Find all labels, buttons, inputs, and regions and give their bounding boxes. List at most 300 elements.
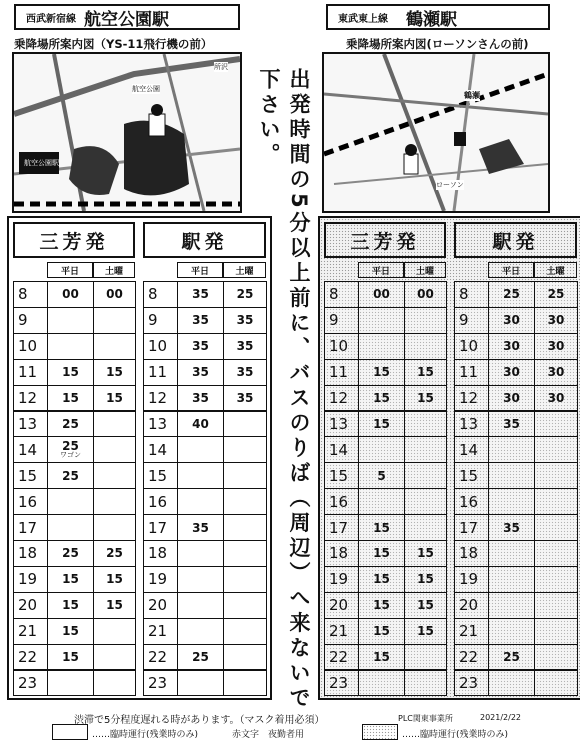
saturday-minute: 15	[93, 592, 136, 619]
weekday-minute	[358, 307, 405, 334]
saturday-minute	[93, 462, 136, 489]
hour-cell: 20	[454, 592, 489, 619]
hour-cell: 18	[143, 540, 178, 567]
hour-cell: 23	[143, 670, 178, 697]
timetable-row	[143, 385, 266, 412]
hour-cell: 12	[454, 385, 489, 412]
weekday-minute: 35	[177, 359, 224, 386]
timetable-row	[454, 359, 577, 386]
hour-cell: 13	[143, 411, 178, 438]
weekday-minute: 15	[358, 411, 405, 438]
timetable-row	[143, 436, 266, 463]
hour-cell: 21	[143, 618, 178, 645]
saturday-minute	[404, 514, 447, 541]
hour-cell: 12	[324, 385, 359, 412]
saturday-minute: 15	[404, 540, 447, 567]
hour-cell: 19	[13, 566, 48, 593]
hour-cell: 20	[324, 592, 359, 619]
hour-cell: 23	[13, 670, 48, 697]
hour-cell: 16	[454, 488, 489, 515]
weekday-minute: 30	[488, 307, 535, 334]
timetable-row	[13, 411, 135, 438]
timetable-row	[143, 333, 266, 360]
hour-cell: 9	[454, 307, 489, 334]
hour-cell: 16	[13, 488, 48, 515]
timetable-row	[13, 644, 135, 671]
timetable-row	[143, 670, 266, 697]
timetable-row	[324, 359, 446, 386]
weekday-minute	[358, 333, 405, 360]
wagon-note: ワゴン	[60, 451, 81, 460]
weekday-minute	[177, 592, 224, 619]
saturday-label: 土曜	[404, 262, 446, 278]
weekday-minute: 40	[177, 411, 224, 438]
weekday-minute: 15	[47, 592, 94, 619]
saturday-minute: 00	[404, 281, 447, 308]
weekday-minute: 25	[488, 644, 535, 671]
timetable-row	[13, 359, 135, 386]
timetable-row	[143, 644, 266, 671]
saturday-minute	[93, 644, 136, 671]
timetable-row	[454, 670, 577, 697]
hour-cell: 22	[13, 644, 48, 671]
timetable-row	[454, 411, 577, 438]
timetable-row	[143, 411, 266, 438]
saturday-minute	[534, 670, 578, 697]
weekday-minute	[358, 670, 405, 697]
saturday-label: 土曜	[534, 262, 577, 278]
weekday-label: 平日	[177, 262, 223, 278]
weekday-minute	[488, 592, 535, 619]
timetable-row	[324, 462, 446, 489]
saturday-label: 土曜	[93, 262, 135, 278]
timetable-row	[324, 670, 446, 697]
weekday-minute	[177, 488, 224, 515]
hour-cell: 21	[324, 618, 359, 645]
timetable-row	[13, 566, 135, 593]
timetable-row	[13, 592, 135, 619]
weekday-minute: 15	[358, 540, 405, 567]
saturday-minute	[223, 566, 267, 593]
saturday-minute	[534, 540, 578, 567]
timetable-row	[454, 592, 577, 619]
timetable-row	[454, 281, 577, 308]
weekday-minute: 15	[358, 385, 405, 412]
hour-cell: 19	[143, 566, 178, 593]
weekday-minute: 35	[177, 385, 224, 412]
hour-cell: 10	[13, 333, 48, 360]
map-label: 航空公園	[132, 85, 160, 93]
weekday-minute: 35	[177, 514, 224, 541]
hour-cell: 14	[143, 436, 178, 463]
map-caption-right: 乗降場所案内図(ローソンさんの前)	[346, 37, 529, 51]
hour-cell: 8	[143, 281, 178, 308]
weekday-minute: 35	[177, 333, 224, 360]
hour-cell: 8	[13, 281, 48, 308]
hour-cell: 10	[454, 333, 489, 360]
saturday-minute	[534, 592, 578, 619]
timetable-row	[454, 307, 577, 334]
weekday-label: 平日	[358, 262, 404, 278]
weekday-minute	[177, 618, 224, 645]
hour-cell: 15	[143, 462, 178, 489]
timetable-row	[454, 333, 577, 360]
weekday-minute: 25	[177, 644, 224, 671]
weekday-minute	[47, 333, 94, 360]
weekday-minute: 00	[358, 281, 405, 308]
saturday-minute	[404, 333, 447, 360]
weekday-minute	[488, 618, 535, 645]
saturday-label: 土曜	[223, 262, 266, 278]
weekday-minute	[47, 514, 94, 541]
weekday-minute	[47, 670, 94, 697]
line-name: 東武東上線	[338, 13, 388, 25]
timetable-row	[143, 281, 266, 308]
timetable-row	[324, 436, 446, 463]
minute-with-note	[60, 440, 81, 459]
hour-cell: 17	[13, 514, 48, 541]
timetable-row	[13, 436, 135, 463]
hour-cell: 13	[324, 411, 359, 438]
weekday-minute: 15	[358, 359, 405, 386]
saturday-minute	[534, 514, 578, 541]
hour-cell: 11	[324, 359, 359, 386]
saturday-minute	[93, 618, 136, 645]
timetable-row	[13, 385, 135, 412]
saturday-minute	[93, 514, 136, 541]
timetable-row	[143, 540, 266, 567]
hour-cell: 16	[324, 488, 359, 515]
saturday-minute	[93, 436, 136, 463]
legend-temporary: ……臨時運行(残業時のみ)	[92, 730, 199, 740]
saturday-minute	[404, 411, 447, 438]
weekday-label: 平日	[488, 262, 534, 278]
timetable-row	[143, 566, 266, 593]
saturday-minute: 25	[223, 281, 267, 308]
timetable-row	[324, 385, 446, 412]
weekday-minute: 30	[488, 385, 535, 412]
weekday-minute: 35	[177, 281, 224, 308]
hour-cell: 22	[454, 644, 489, 671]
station-name: 航空公園駅	[84, 9, 169, 30]
weekday-minute: 25	[488, 281, 535, 308]
hour-cell: 11	[143, 359, 178, 386]
saturday-minute: 00	[93, 281, 136, 308]
saturday-minute: 25	[534, 281, 578, 308]
hour-cell: 20	[143, 592, 178, 619]
timetable-right	[318, 216, 580, 700]
timetable-row	[324, 333, 446, 360]
saturday-minute: 30	[534, 333, 578, 360]
hour-cell: 11	[454, 359, 489, 386]
hour-cell: 19	[324, 566, 359, 593]
weekday-minute: 35	[488, 514, 535, 541]
hour-cell: 17	[143, 514, 178, 541]
hour-cell: 14	[324, 436, 359, 463]
weekday-minute: 25	[47, 411, 94, 438]
boarding-notice: 出発時間の5分以上前に、バスのりば（周辺）へ来ないで下さい。	[257, 68, 311, 712]
saturday-minute	[223, 488, 267, 515]
saturday-minute: 15	[404, 566, 447, 593]
station-header-left	[14, 4, 240, 30]
timetable-row	[454, 566, 577, 593]
timetable-row	[324, 514, 446, 541]
hour-cell: 15	[13, 462, 48, 489]
saturday-minute	[223, 514, 267, 541]
weekday-minute	[177, 670, 224, 697]
station-header-right	[326, 4, 550, 30]
hour-cell: 23	[454, 670, 489, 697]
weekday-minute	[47, 436, 94, 463]
saturday-minute	[93, 307, 136, 334]
weekday-minute: 25	[47, 540, 94, 567]
saturday-minute: 25	[93, 540, 136, 567]
timetable-row	[324, 644, 446, 671]
hour-cell: 14	[13, 436, 48, 463]
timetable-row	[13, 307, 135, 334]
weekday-minute: 15	[358, 592, 405, 619]
saturday-minute	[534, 411, 578, 438]
saturday-minute: 30	[534, 359, 578, 386]
saturday-minute	[404, 670, 447, 697]
saturday-minute: 35	[223, 385, 267, 412]
map-left	[12, 52, 242, 213]
timetable-row	[13, 333, 135, 360]
timetable-row	[13, 670, 135, 697]
map-caption-left: 乗降場所案内図（YS-11飛行機の前）	[14, 37, 213, 51]
weekday-minute	[177, 462, 224, 489]
saturday-minute: 15	[404, 618, 447, 645]
timetable-left	[7, 216, 272, 700]
weekday-minute: 15	[358, 514, 405, 541]
timetable-row	[13, 618, 135, 645]
saturday-minute	[223, 462, 267, 489]
minute-value: 25	[62, 439, 79, 454]
date: 2021/2/22	[480, 713, 522, 722]
timetable-row	[324, 281, 446, 308]
weekday-minute	[358, 488, 405, 515]
timetable-row	[454, 385, 577, 412]
weekday-minute: 15	[358, 566, 405, 593]
timetable-row	[13, 462, 135, 489]
timetable-row	[454, 514, 577, 541]
timetable-row	[454, 618, 577, 645]
timetable-row	[324, 488, 446, 515]
weekday-minute	[488, 670, 535, 697]
timetable-title: 駅発	[143, 222, 266, 258]
map-label: 航空公園駅	[24, 159, 59, 167]
station-name: 鶴瀬駅	[406, 9, 457, 30]
legend-swatch-white	[52, 724, 88, 740]
weekday-minute	[488, 540, 535, 567]
hour-cell: 15	[454, 462, 489, 489]
hour-cell: 20	[13, 592, 48, 619]
hour-cell: 23	[324, 670, 359, 697]
hour-cell: 12	[143, 385, 178, 412]
weekday-minute: 30	[488, 333, 535, 360]
saturday-minute	[93, 411, 136, 438]
hour-cell: 13	[13, 411, 48, 438]
saturday-minute	[404, 462, 447, 489]
hour-cell: 19	[454, 566, 489, 593]
hour-cell: 11	[13, 359, 48, 386]
timetable-row	[324, 540, 446, 567]
legend-swatch-gray	[362, 724, 398, 740]
saturday-minute	[223, 540, 267, 567]
operator: PLC関東事業所	[398, 714, 453, 723]
weekday-minute: 30	[488, 359, 535, 386]
hour-cell: 8	[454, 281, 489, 308]
map-label: 鶴瀬	[464, 91, 480, 100]
weekday-minute	[488, 566, 535, 593]
weekday-minute: 5	[358, 462, 405, 489]
timetable-row	[454, 540, 577, 567]
legend-temporary-right: ……臨時運行(残業時のみ)	[402, 730, 509, 740]
saturday-minute	[534, 436, 578, 463]
hour-cell: 10	[324, 333, 359, 360]
saturday-minute: 30	[534, 307, 578, 334]
saturday-minute: 15	[93, 566, 136, 593]
hour-cell: 14	[454, 436, 489, 463]
map-left-drawing	[14, 54, 240, 211]
timetable-row	[454, 462, 577, 489]
map-label: ローソン	[436, 181, 464, 189]
weekday-minute: 25	[47, 462, 94, 489]
hour-cell: 17	[454, 514, 489, 541]
hour-cell: 12	[13, 385, 48, 412]
weekday-minute	[177, 566, 224, 593]
saturday-minute: 35	[223, 307, 267, 334]
saturday-minute	[404, 436, 447, 463]
weekday-minute	[488, 436, 535, 463]
hour-cell: 18	[454, 540, 489, 567]
timetable-row	[324, 566, 446, 593]
weekday-minute	[488, 488, 535, 515]
timetable-row	[454, 488, 577, 515]
saturday-minute	[93, 488, 136, 515]
timetable-title: 三芳発	[324, 222, 446, 258]
hour-cell: 17	[324, 514, 359, 541]
hour-cell: 21	[454, 618, 489, 645]
saturday-minute: 15	[404, 385, 447, 412]
delay-note: 渋滞で5分程度遅れる時があります。（マスク着用必須）	[74, 715, 325, 726]
hour-cell: 10	[143, 333, 178, 360]
timetable-title: 駅発	[454, 222, 577, 258]
timetable-row	[454, 644, 577, 671]
timetable-row	[324, 411, 446, 438]
hour-cell: 22	[143, 644, 178, 671]
timetable-row	[13, 488, 135, 515]
map-label: 所沢	[214, 63, 228, 71]
saturday-minute: 15	[93, 359, 136, 386]
weekday-minute: 15	[47, 644, 94, 671]
timetable-half	[139, 218, 270, 698]
timetable-half	[450, 218, 580, 698]
timetable-row	[143, 592, 266, 619]
hour-cell: 9	[143, 307, 178, 334]
timetable-row	[13, 540, 135, 567]
hour-cell: 21	[13, 618, 48, 645]
timetable-row	[143, 359, 266, 386]
timetable-row	[13, 281, 135, 308]
saturday-minute	[93, 333, 136, 360]
saturday-minute	[404, 488, 447, 515]
line-name: 西武新宿線	[26, 13, 76, 25]
saturday-minute	[223, 670, 267, 697]
hour-cell: 8	[324, 281, 359, 308]
hour-cell: 22	[324, 644, 359, 671]
saturday-minute: 15	[404, 359, 447, 386]
saturday-minute: 30	[534, 385, 578, 412]
timetable-row	[324, 307, 446, 334]
saturday-minute: 35	[223, 333, 267, 360]
hour-cell: 9	[13, 307, 48, 334]
weekday-minute: 15	[47, 566, 94, 593]
hour-cell: 15	[324, 462, 359, 489]
map-right	[322, 52, 550, 213]
saturday-minute	[534, 644, 578, 671]
timetable-row	[143, 514, 266, 541]
weekday-minute	[47, 488, 94, 515]
saturday-minute	[93, 670, 136, 697]
saturday-minute	[223, 411, 267, 438]
weekday-minute: 15	[47, 385, 94, 412]
timetable-row	[454, 436, 577, 463]
saturday-minute	[223, 618, 267, 645]
saturday-minute	[534, 618, 578, 645]
timetable-row	[143, 488, 266, 515]
legend-red-text: 赤文字 夜勤者用	[232, 730, 305, 740]
timetable-row	[13, 514, 135, 541]
timetable-title: 三芳発	[13, 222, 135, 258]
saturday-minute: 15	[93, 385, 136, 412]
saturday-minute: 35	[223, 359, 267, 386]
saturday-minute	[223, 436, 267, 463]
weekday-minute: 35	[488, 411, 535, 438]
weekday-minute: 15	[358, 618, 405, 645]
weekday-minute	[358, 436, 405, 463]
weekday-minute: 15	[47, 618, 94, 645]
saturday-minute	[223, 644, 267, 671]
timetable-row	[143, 462, 266, 489]
saturday-minute	[404, 307, 447, 334]
timetable-half	[9, 218, 139, 698]
timetable-half	[320, 218, 450, 698]
hour-cell: 13	[454, 411, 489, 438]
weekday-minute: 00	[47, 281, 94, 308]
saturday-minute	[404, 644, 447, 671]
weekday-minute: 15	[358, 644, 405, 671]
weekday-minute	[488, 462, 535, 489]
saturday-minute	[223, 592, 267, 619]
weekday-minute	[47, 307, 94, 334]
hour-cell: 18	[13, 540, 48, 567]
timetable-row	[324, 618, 446, 645]
timetable-row	[324, 592, 446, 619]
weekday-minute: 35	[177, 307, 224, 334]
weekday-label: 平日	[47, 262, 93, 278]
timetable-row	[143, 307, 266, 334]
weekday-minute: 15	[47, 359, 94, 386]
saturday-minute	[534, 488, 578, 515]
weekday-minute	[177, 540, 224, 567]
saturday-minute: 15	[404, 592, 447, 619]
saturday-minute	[534, 462, 578, 489]
timetable-row	[143, 618, 266, 645]
hour-cell: 16	[143, 488, 178, 515]
hour-cell: 18	[324, 540, 359, 567]
hour-cell: 9	[324, 307, 359, 334]
